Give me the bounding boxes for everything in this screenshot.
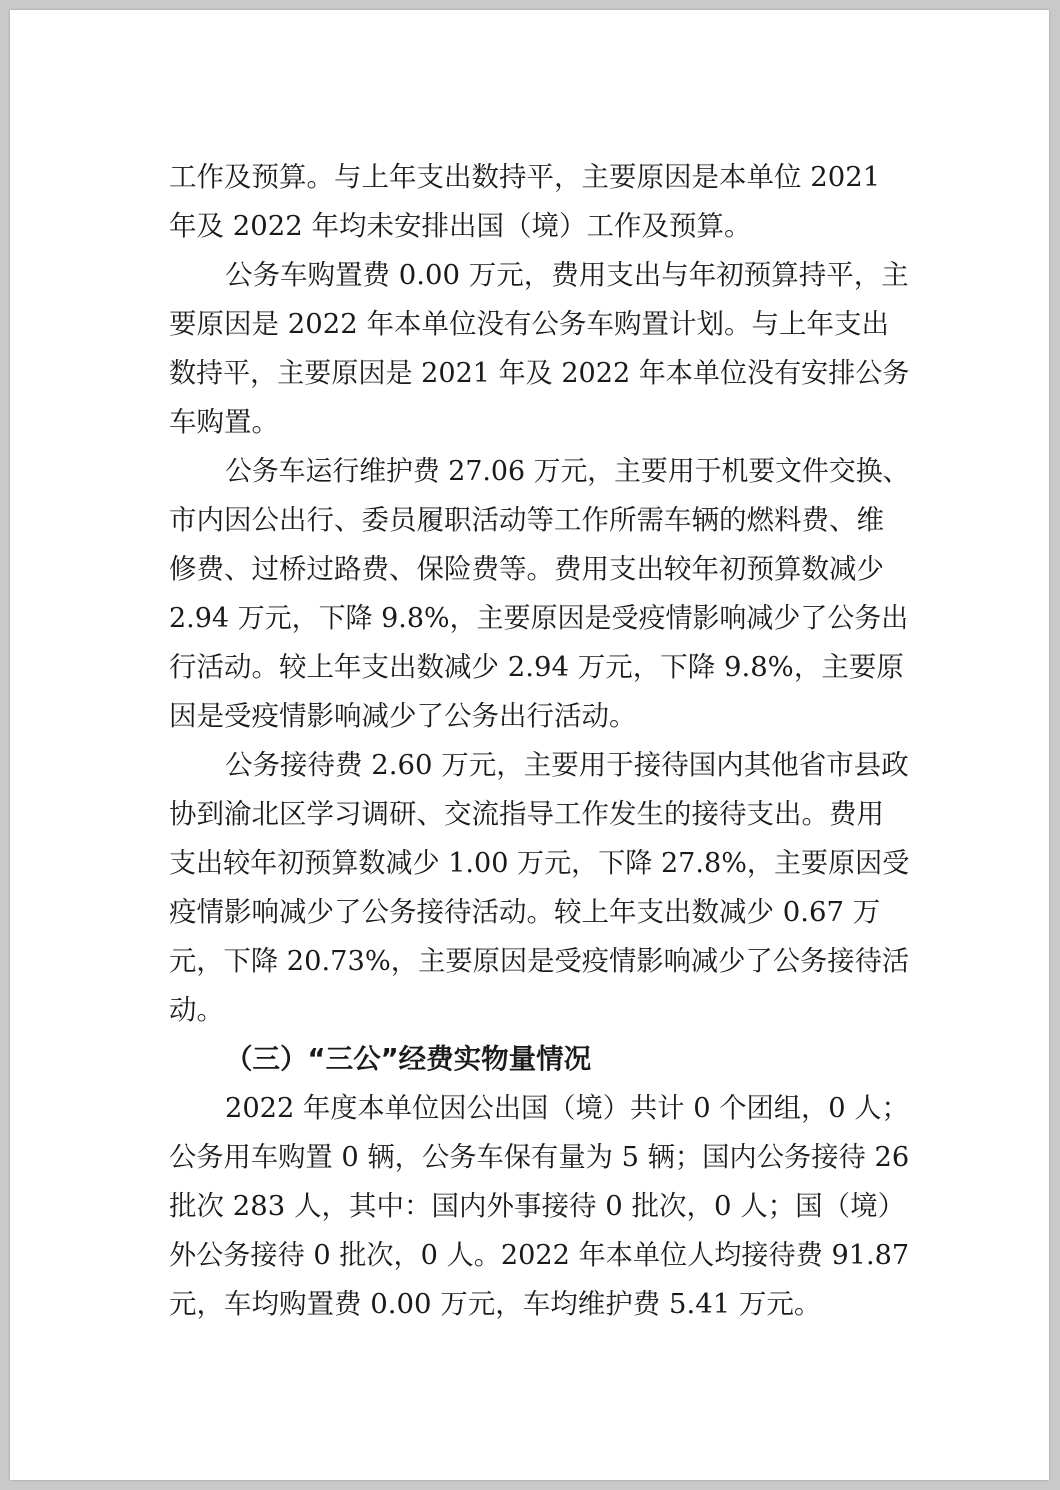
paragraph-reception: 公务接待费 2.60 万元，主要用于接待国内其他省市县政 (225, 749, 909, 781)
text-line: 外公务接待 0 批次，0 人。2022 年本单位人均接待费 91.87 (169, 1239, 910, 1271)
text-line: 市内因公出行、委员履职活动等工作所需车辆的燃料费、维 (169, 504, 884, 536)
text-line: 协到渝北区学习调研、交流指导工作发生的接待支出。费用 (169, 798, 884, 830)
text-line: 车购置。 (169, 406, 279, 438)
text-line: 修费、过桥过路费、保险费等。费用支出较年初预算数减少 (169, 553, 884, 585)
text-line: 动。 (169, 994, 224, 1026)
text-line: 工作及预算。与上年支出数持平，主要原因是本单位 2021 (169, 161, 881, 193)
text-line: 要原因是 2022 年本单位没有公务车购置计划。与上年支出 (169, 308, 889, 340)
paragraph-vehicle-maintenance: 公务车运行维护费 27.06 万元，主要用于机要文件交换、 (225, 455, 910, 487)
text-line: 元，下降 20.73%，主要原因是受疫情影响减少了公务接待活 (169, 945, 910, 977)
text-line: 疫情影响减少了公务接待活动。较上年支出数减少 0.67 万 (169, 896, 881, 928)
text-line: 元，车均购置费 0.00 万元，车均维护费 5.41 万元。 (169, 1288, 822, 1320)
text-line: 年及 2022 年均未安排出国（境）工作及预算。 (169, 210, 752, 242)
document-page (10, 10, 1049, 1480)
text-line: 批次 283 人，其中：国内外事接待 0 批次，0 人；国（境） (169, 1190, 906, 1222)
text-line: 数持平，主要原因是 2021 年及 2022 年本单位没有安排公务 (169, 357, 910, 389)
section-heading: （三）“三公”经费实物量情况 (225, 1043, 592, 1075)
text-line: 2.94 万元，下降 9.8%，主要原因是受疫情影响减少了公务出 (169, 602, 909, 634)
paragraph-vehicle-purchase: 公务车购置费 0.00 万元，费用支出与年初预算持平，主 (225, 259, 909, 291)
text-line: 公务用车购置 0 辆，公务车保有量为 5 辆；国内公务接待 26 (169, 1141, 910, 1173)
text-line: 支出较年初预算数减少 1.00 万元，下降 27.8%，主要原因受 (169, 847, 910, 879)
text-line: 因是受疫情影响减少了公务出行活动。 (169, 700, 637, 732)
text-line: 行活动。较上年支出数减少 2.94 万元，下降 9.8%，主要原 (169, 651, 904, 683)
paragraph-quantities: 2022 年度本单位因公出国（境）共计 0 个团组，0 人； (225, 1092, 909, 1124)
